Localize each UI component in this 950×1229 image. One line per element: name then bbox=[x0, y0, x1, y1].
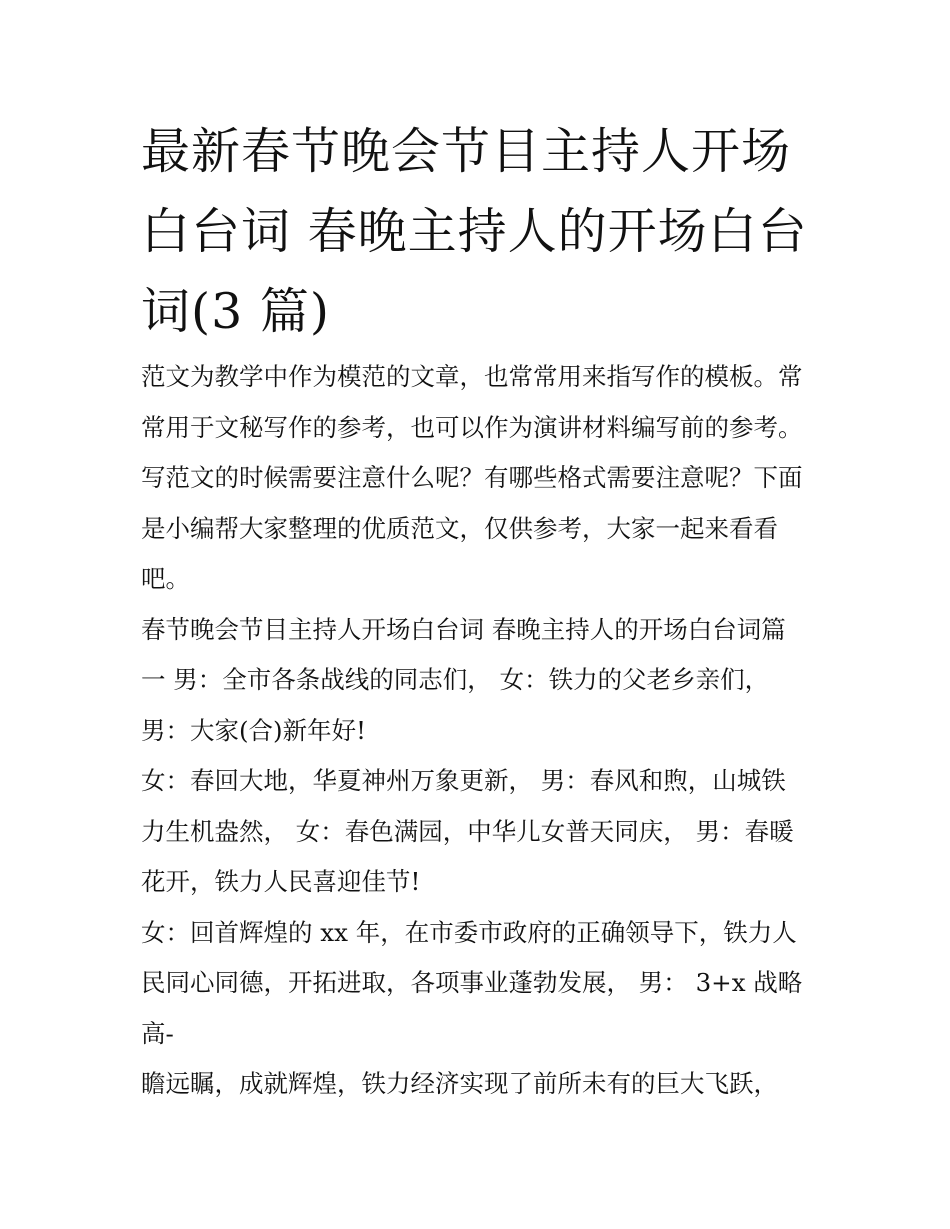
text-line: 力生机盎然， 女：春色满园，中华儿女普天同庆， 男：春暖 bbox=[141, 816, 794, 846]
text-line: 春节晚会节目主持人开场白台词 春晚主持人的开场白台词篇 bbox=[141, 614, 786, 644]
text-line: 女：春回大地，华夏神州万象更新， 男：春风和煦，山城铁 bbox=[141, 766, 786, 795]
text-line: 范文为教学中作为模范的文章，也常常用来指写作的模板。常 bbox=[141, 362, 803, 391]
text-line: 写范文的时候需要注意什么呢？有哪些格式需要注意呢？下面 bbox=[141, 463, 803, 492]
text-line: 女：回首辉煌的 xx 年，在市委市政府的正确领导下，铁力人 bbox=[141, 917, 797, 947]
title-line: 最新春节晚会节目主持人开场 bbox=[141, 123, 792, 180]
text-line: 瞻远瞩，成就辉煌，铁力经济实现了前所未有的巨大飞跃， bbox=[141, 1069, 778, 1098]
text-line: 常用于文秘写作的参考，也可以作为演讲材料编写前的参考。 bbox=[141, 412, 803, 442]
dialogue-paragraph bbox=[141, 756, 831, 908]
text-line: 男：大家(合)新年好! bbox=[141, 715, 366, 745]
text-line: 一 男：全市各条战线的同志们， 女：铁力的父老乡亲们， bbox=[141, 665, 770, 694]
title-line: 白台词 春晚主持人的开场白台 bbox=[141, 203, 808, 260]
text-line: 民同心同德，开拓进取，各项事业蓬勃发展， 男： 3+x 战略 bbox=[141, 968, 803, 997]
document-body bbox=[141, 352, 831, 1110]
document-title bbox=[141, 112, 831, 352]
text-line: 是小编帮大家整理的优质范文，仅供参考，大家一起来看看 bbox=[141, 513, 778, 543]
section-heading-paragraph bbox=[141, 605, 831, 757]
intro-paragraph bbox=[141, 352, 831, 605]
text-line: 高- bbox=[141, 1018, 174, 1048]
text-line: 花开，铁力人民喜迎佳节! bbox=[141, 867, 421, 896]
text-line: 吧。 bbox=[141, 564, 190, 593]
title-line: 词(3 篇) bbox=[141, 283, 330, 340]
dialogue-paragraph bbox=[141, 908, 831, 1060]
dialogue-paragraph bbox=[141, 1059, 831, 1110]
